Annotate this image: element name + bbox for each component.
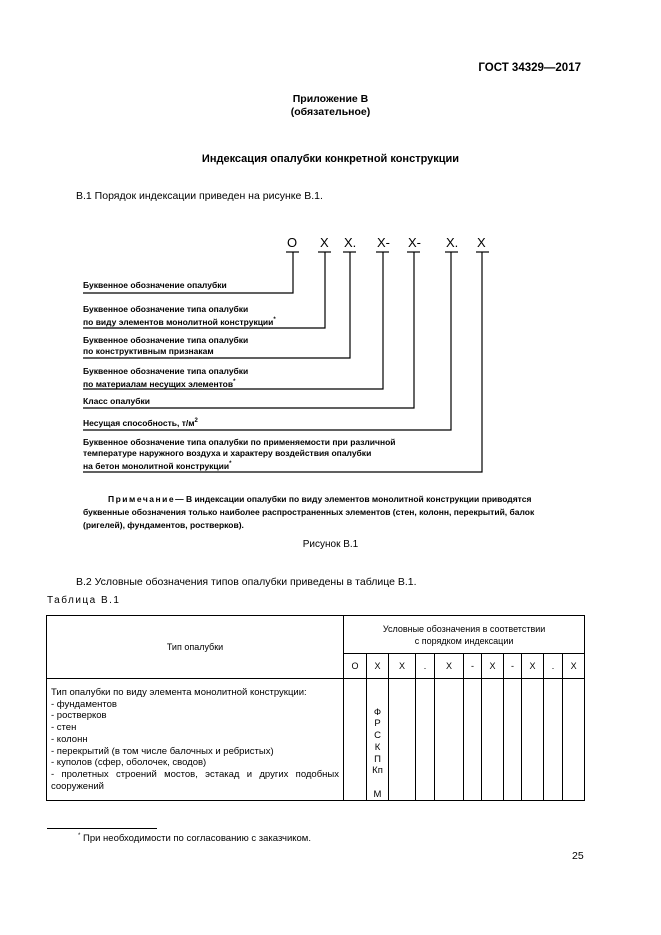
row-type-description: Тип опалубки по виду элемента монолитной конструкции: - фундаментов - ростверков - стен - колонн - перекрытий (в том числе балочных и ребристых) - куполов (сфер, оболочек, сводов) - пролетных строений мостов, эстакад и других подобных сооружений [47, 679, 344, 801]
footnote-mark: * [78, 833, 81, 839]
scheme-label-3: Буквенное обозначение типа опалубки по конструктивным признакам [83, 335, 249, 356]
standard-number: ГОСТ 34329—2017 [478, 62, 581, 74]
header-type: Тип опалубки [47, 616, 344, 679]
footnote-divider [47, 828, 157, 829]
figure-note [83, 493, 553, 532]
scheme-symbol: О [287, 235, 298, 250]
footnote [78, 833, 311, 844]
subheader-cell: - [464, 654, 482, 679]
page-number: 25 [572, 850, 584, 862]
formwork-table [46, 615, 585, 801]
subheader-cell: . [416, 654, 435, 679]
scheme-label-6: Несущая способность, $т/м^2$ [83, 417, 198, 428]
subheader-cell: . [544, 654, 563, 679]
scheme-symbol: Х [320, 235, 329, 250]
code-cell [464, 679, 482, 801]
subheader-cell: Х [482, 654, 504, 679]
section-title: Индексация опалубки конкретной конструкции [201, 153, 460, 165]
code-cell [435, 679, 464, 801]
scheme-label-7: Буквенное обозначение типа опалубки по применяемости при различной температуре наружного воздуха и характеру воздействия опалубки на бетон монолитной конструкции* [83, 437, 396, 471]
table-row [47, 679, 585, 801]
paragraph-b1: В.1 Порядок индексации приведен на рисунке В.1. [76, 190, 323, 202]
subheader-cell: Х [367, 654, 389, 679]
code-cell [504, 679, 522, 801]
header-symbols: Условные обозначения в соответствии с порядком индексации [344, 616, 585, 654]
note-text: — В индексации опалубки по виду элементов монолитной конструкции приводятся буквенные обозначения только наиболее распространенных элементов (стен, колонн, перекрытий, балок (ригелей), фундаментов, ростверков). [83, 494, 535, 530]
subheader-cell: Х [563, 654, 585, 679]
code-cell [563, 679, 585, 801]
footnote-mark: * [233, 379, 236, 385]
code-cell [522, 679, 544, 801]
subheader-cell: - [504, 654, 522, 679]
table-caption: Таблица В.1 [47, 595, 121, 606]
footnote-mark: * [229, 461, 232, 467]
table-header-row [47, 616, 585, 654]
subheader-cell: О [344, 654, 367, 679]
code-cell-o [344, 679, 367, 801]
subheader-cell: Х [522, 654, 544, 679]
note-label: Примечание [108, 494, 176, 504]
annex-status: (обязательное) [290, 106, 371, 118]
code-cell [544, 679, 563, 801]
footnote-text: При необходимости по согласованию с заказчиком. [82, 833, 311, 845]
scheme-label-5: Класс опалубки [83, 396, 150, 406]
annex-title: Приложение В [292, 93, 369, 105]
subheader-cell: Х [435, 654, 464, 679]
scheme-symbol: Х- [377, 235, 390, 250]
code-cell-x1: Ф Р С К П Кп М [367, 679, 389, 801]
code-cell [482, 679, 504, 801]
scheme-label-4: Буквенное обозначение типа опалубки по материалам несущих элементов* [83, 366, 249, 389]
scheme-symbol: Х [477, 235, 486, 250]
paragraph-b2: В.2 Условные обозначения типов опалубки приведены в таблице В.1. [76, 576, 417, 588]
scheme-symbol: Х. [344, 235, 357, 250]
footnote-mark: * [273, 317, 276, 323]
scheme-label-1: Буквенное обозначение опалубки [83, 280, 227, 290]
scheme-symbol: Х- [408, 235, 421, 250]
figure-caption: Рисунок В.1 [302, 539, 359, 550]
code-cell [389, 679, 416, 801]
scheme-symbol: Х. [446, 235, 459, 250]
scheme-label-2: Буквенное обозначение типа опалубки по виду элементов монолитной конструкции* [83, 304, 276, 327]
code-cell [416, 679, 435, 801]
subheader-cell: Х [389, 654, 416, 679]
